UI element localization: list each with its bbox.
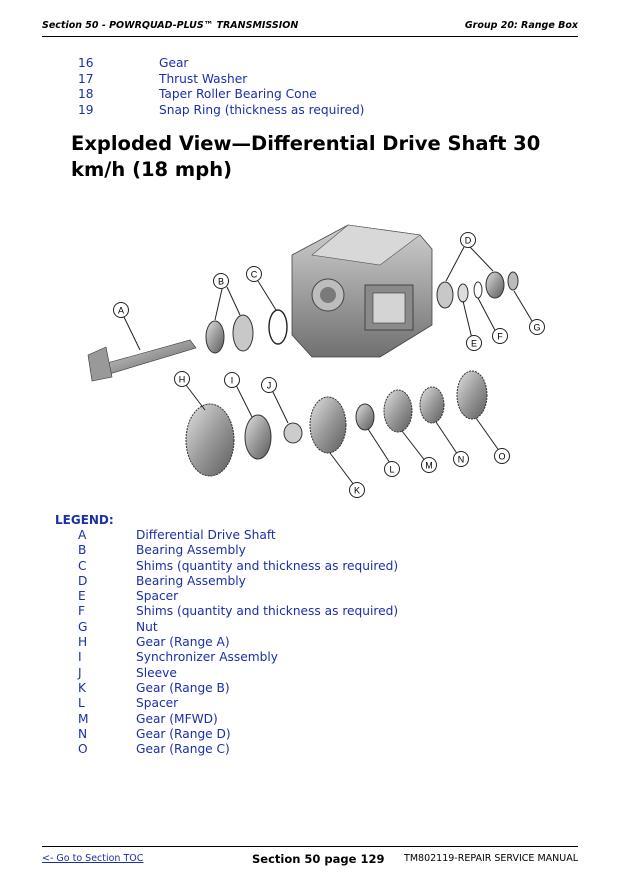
legend-key: M <box>78 711 89 726</box>
legend-item <box>78 528 398 543</box>
callout-c-label: C <box>250 269 258 280</box>
legend-key: K <box>78 680 86 695</box>
header-section: Section 50 - POWRQUAD-PLUS™ TRANSMISSION <box>42 20 299 31</box>
legend-label: Gear (MFWD) <box>136 711 218 726</box>
legend-key: F <box>78 604 86 619</box>
legend-heading: LEGEND: <box>55 513 114 527</box>
legend-key: N <box>78 726 88 741</box>
item-label: Gear <box>159 56 189 70</box>
legend-item <box>78 559 398 574</box>
item-label: Taper Roller Bearing Cone <box>159 87 317 101</box>
legend-item <box>78 604 398 619</box>
callout-f <box>493 329 508 344</box>
bearing-cup-b <box>233 315 253 351</box>
callout-g <box>530 320 545 335</box>
item-number: 16 <box>78 56 94 70</box>
callout-j-label: J <box>266 380 272 391</box>
callout-l <box>385 462 400 477</box>
legend-key: B <box>78 543 87 558</box>
callout-m-label: M <box>425 460 433 471</box>
gear-range-b <box>310 397 346 453</box>
callout-o <box>495 449 510 464</box>
gear-mfwd <box>384 390 412 432</box>
page-number: Section 50 page 129 <box>252 852 385 866</box>
legend-label: Spacer <box>136 696 179 711</box>
callout-n <box>454 452 469 467</box>
callout-h-label: H <box>178 374 186 385</box>
legend-item <box>78 727 398 742</box>
transmission-housing <box>292 225 432 357</box>
callout-d <box>461 233 476 248</box>
legend-label: Gear (Range B) <box>136 680 230 695</box>
legend-key: G <box>78 619 88 634</box>
legend-item <box>78 696 398 711</box>
legend-label: Nut <box>136 619 158 634</box>
legend-label: Gear (Range A) <box>136 635 230 650</box>
bearing-cone-d <box>486 272 504 298</box>
bearing-assembly-b <box>206 321 224 353</box>
callout-m <box>422 458 437 473</box>
exploded-view-figure <box>80 215 560 505</box>
callout-i-label: I <box>230 375 234 386</box>
page-title: Exploded View—Differential Drive Shaft 30 km/h (18 mph) <box>71 132 541 181</box>
list-item <box>78 103 364 119</box>
callout-j <box>262 378 277 393</box>
gear-range-c <box>457 371 487 419</box>
legend-label: Shims (quantity and thickness as required) <box>136 558 399 573</box>
callout-a <box>114 303 129 318</box>
callout-g-label: G <box>533 322 541 333</box>
legend-label: Spacer <box>136 589 179 604</box>
callout-e-label: E <box>470 338 478 349</box>
section-toc-link[interactable]: <- Go to Section TOC <box>42 853 144 864</box>
callout-n-label: N <box>457 454 465 465</box>
legend-list <box>78 528 398 757</box>
item-label: Snap Ring (thickness as required) <box>159 102 365 117</box>
parts-list-continued <box>78 56 364 118</box>
callout-e <box>467 336 482 351</box>
shim-f <box>474 282 482 298</box>
callout-b-label: B <box>217 276 225 287</box>
legend-label: Gear (Range D) <box>136 726 231 741</box>
legend-item <box>78 635 398 650</box>
legend-label: Sleeve <box>136 665 177 680</box>
item-number: 17 <box>78 71 94 86</box>
callout-b <box>214 274 229 289</box>
legend-key: A <box>78 528 87 542</box>
callout-c <box>247 267 262 282</box>
synchronizer-assembly <box>245 415 271 459</box>
legend-item <box>78 574 398 589</box>
list-item <box>78 56 364 72</box>
callout-a-label: A <box>117 305 125 316</box>
callout-o-label: O <box>498 451 506 462</box>
callout-k-label: K <box>353 485 361 496</box>
legend-key: D <box>78 573 88 588</box>
legend-key: C <box>78 558 87 573</box>
legend-item <box>78 666 398 681</box>
legend-key: H <box>78 635 88 650</box>
legend-label: Bearing Assembly <box>136 543 246 558</box>
page-header <box>42 18 578 37</box>
legend-key: J <box>78 665 82 680</box>
legend-label: Shims (quantity and thickness as required) <box>136 604 399 619</box>
legend-label: Bearing Assembly <box>136 573 246 588</box>
callout-d-label: D <box>464 235 472 246</box>
callout-i <box>225 373 240 388</box>
callout-h <box>175 372 190 387</box>
list-item <box>78 87 364 103</box>
legend-key: O <box>78 742 88 757</box>
legend-item <box>78 712 398 727</box>
manual-id: TM802119-REPAIR SERVICE MANUAL <box>404 853 578 864</box>
legend-item <box>78 589 398 604</box>
list-item <box>78 72 364 88</box>
legend-item <box>78 620 398 635</box>
callout-f-label: F <box>497 331 503 342</box>
gear-range-a <box>186 404 234 476</box>
legend-label: Gear (Range C) <box>136 742 230 757</box>
item-number: 18 <box>78 87 94 101</box>
spacer-l <box>356 404 374 430</box>
gear-range-d <box>420 387 444 423</box>
legend-item <box>78 742 398 757</box>
legend-key: L <box>78 696 85 711</box>
sleeve-j <box>284 423 302 443</box>
legend-label: Synchronizer Assembly <box>136 650 278 665</box>
page-footer <box>42 846 578 867</box>
spacer-e <box>458 284 468 302</box>
shim-ring-c <box>269 310 287 344</box>
nut-g <box>508 272 518 290</box>
legend-label: Differential Drive Shaft <box>136 528 276 542</box>
bearing-cup-d <box>437 282 453 308</box>
legend-item <box>78 543 398 558</box>
legend-key: I <box>78 650 82 665</box>
header-group: Group 20: Range Box <box>464 20 578 31</box>
item-number: 19 <box>78 102 94 117</box>
legend-key: E <box>78 589 86 604</box>
item-label: Thrust Washer <box>159 71 248 86</box>
callout-k <box>350 483 365 498</box>
callout-l-label: L <box>389 464 395 475</box>
legend-item <box>78 650 398 665</box>
legend-item <box>78 681 398 696</box>
